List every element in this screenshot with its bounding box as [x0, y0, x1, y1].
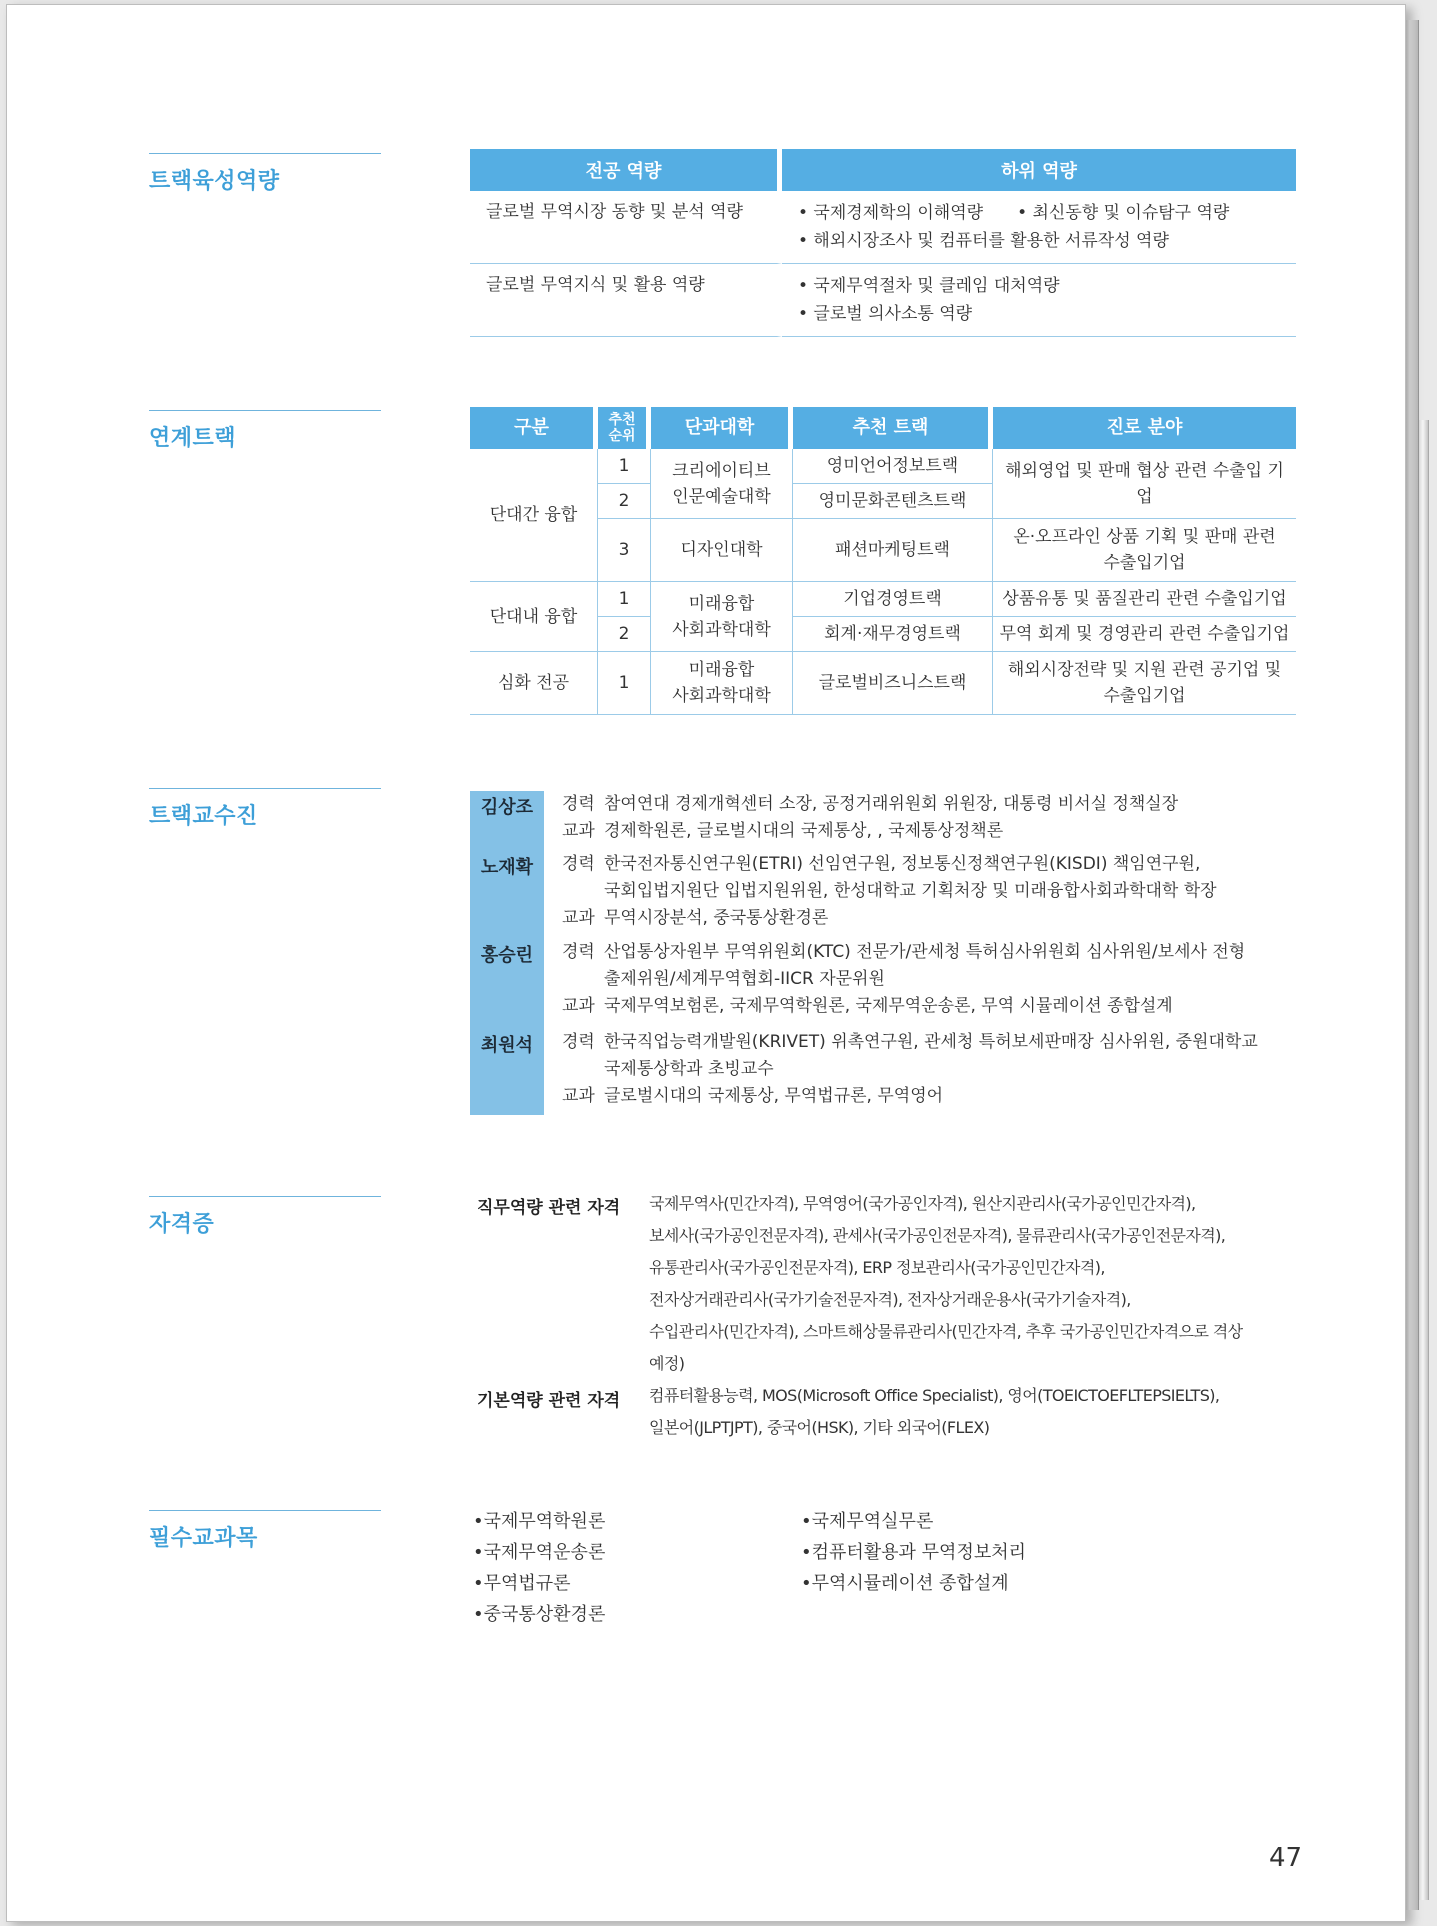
faculty-career-cont: 출제위원/세계무역협회-IICR 자문위원: [604, 969, 885, 989]
table-row: [470, 582, 1296, 617]
faculty-career: 참여연대 경제개혁센터 소장, 공정거래위원회 위원장, 대통령 비서실 정책실장: [604, 794, 1179, 814]
faculty-courses: 경제학원론, 글로벌시대의 국제통상, , 국제통상정책론: [604, 821, 1004, 841]
header-career: 진로 분야: [993, 407, 1296, 449]
section-title-competency: 트랙육성역량: [149, 153, 381, 195]
sub-competency-item: • 국제무역절차 및 클레임 대처역량: [798, 276, 1060, 296]
faculty-courses: 글로벌시대의 국제통상, 무역법규론, 무역영어: [604, 1086, 944, 1106]
section-title-faculty: 트랙교수진: [149, 788, 381, 830]
cert-line: 전자상거래관리사(국가기술전문자격), 전자상거래운용사(국가기술자격),: [649, 1290, 1131, 1309]
header-category: 구분: [470, 407, 598, 449]
required-courses-right: [801, 1506, 1026, 1599]
career-cell: 해외시장전략 및 지원 관련 공기업 및 수출입기업: [993, 652, 1296, 715]
page-stack-edge: [1418, 420, 1429, 1900]
faculty-courses: 국제무역보험론, 국제무역학원론, 국제무역운송론, 무역 시뮬레이션 종합설계: [604, 996, 1173, 1016]
cert-line: 컴퓨터활용능력, MOS(Microsoft Office Specialist), 영어(TOEICTOEFLTEPSIELTS),: [649, 1386, 1220, 1405]
faculty-name: 홍승린: [480, 945, 534, 966]
career-cell: 해외영업 및 판매 협상 관련 수출입 기업: [993, 449, 1296, 519]
list-item: •무역시뮬레이션 종합설계: [801, 1573, 1009, 1594]
cert-line: 일본어(JLPTJPT), 중국어(HSK), 기타 외국어(FLEX): [649, 1418, 990, 1437]
header-rank: 추천 순위: [598, 407, 651, 449]
sub-competency-item: • 최신동향 및 이슈탐구 역량: [1017, 203, 1230, 223]
page-curl-edge: [1404, 20, 1419, 1910]
table-row: [470, 652, 1296, 715]
list-item: •컴퓨터활용과 무역정보처리: [801, 1542, 1026, 1563]
major-competency-cell: 글로벌 무역시장 동향 및 분석 역량: [470, 191, 782, 264]
track-cell: 영미언어정보트랙: [793, 449, 993, 484]
sub-competency-cell: [782, 191, 1296, 264]
faculty-course-tag: 교과: [562, 908, 595, 928]
rank-cell: 2: [598, 484, 651, 519]
faculty-career-tag: 경력: [562, 942, 595, 962]
list-item: •무역법규론: [473, 1573, 571, 1594]
section-title-linked-track: 연계트랙: [149, 410, 381, 452]
college-cell: 미래융합 사회과학대학: [651, 652, 793, 715]
faculty-name: 김상조: [480, 797, 534, 818]
category-cell: 단대내 융합: [470, 582, 598, 652]
section-title-certificates: 자격증: [149, 1196, 381, 1238]
track-cell: 영미문화콘텐츠트랙: [793, 484, 993, 519]
faculty-career: 한국직업능력개발원(KRIVET) 위촉연구원, 관세청 특허보세판매장 심사위원, 중원대학교: [604, 1032, 1258, 1052]
table-row: [470, 449, 1296, 484]
table-row: [470, 191, 1296, 264]
category-cell: 심화 전공: [470, 652, 598, 715]
faculty-career: 한국전자통신연구원(ETRI) 선임연구원, 정보통신정책연구원(KISDI) 책임연구원,: [604, 854, 1201, 874]
cert-line: 유통관리사(국가공인전문자격), ERP 정보관리사(국가공인민간자격),: [649, 1258, 1105, 1277]
track-cell: 패션마케팅트랙: [793, 519, 993, 582]
career-cell: 상품유통 및 품질관리 관련 수출입기업: [993, 582, 1296, 617]
track-cell: 글로벌비즈니스트랙: [793, 652, 993, 715]
sub-competency-item: • 해외시장조사 및 컴퓨터를 활용한 서류작성 역량: [798, 231, 1169, 251]
required-courses-left: [473, 1506, 605, 1630]
faculty-name: 최원석: [480, 1035, 534, 1056]
basic-cert-label: 기본역량 관련 자격: [477, 1391, 621, 1411]
table-row: [470, 264, 1296, 337]
category-cell: 단대간 융합: [470, 449, 598, 582]
faculty-career-tag: 경력: [562, 794, 595, 814]
faculty-career-cont: 국회입법지원단 입법지원위원, 한성대학교 기획처장 및 미래융합사회과학대학 학장: [604, 881, 1217, 901]
rank-cell: 3: [598, 519, 651, 582]
list-item: •국제무역학원론: [473, 1511, 606, 1532]
header-track: 추천 트랙: [793, 407, 993, 449]
faculty-career-tag: 경력: [562, 854, 595, 874]
faculty-career: 산업통상자원부 무역위원회(KTC) 전문가/관세청 특허심사위원회 심사위원/보세사 전형: [604, 942, 1246, 962]
faculty-course-tag: 교과: [562, 821, 595, 841]
track-cell: 기업경영트랙: [793, 582, 993, 617]
competency-table: [470, 149, 1296, 337]
header-sub-competency: 하위 역량: [782, 149, 1296, 191]
faculty-career-tag: 경력: [562, 1032, 595, 1052]
rank-cell: 1: [598, 582, 651, 617]
sub-competency-item: • 글로벌 의사소통 역량: [798, 304, 973, 324]
job-cert-label: 직무역량 관련 자격: [477, 1198, 621, 1218]
faculty-career-cont: 국제통상학과 초빙교수: [604, 1059, 774, 1079]
faculty-course-tag: 교과: [562, 1086, 595, 1106]
faculty-course-tag: 교과: [562, 996, 595, 1016]
rank-cell: 1: [598, 449, 651, 484]
header-college: 단과대학: [651, 407, 793, 449]
college-cell: 크리에이티브 인문예술대학: [651, 449, 793, 519]
page-number: 47: [1269, 1843, 1303, 1873]
cert-line: 국제무역사(민간자격), 무역영어(국가공인자격), 원산지관리사(국가공인민간자격),: [649, 1194, 1196, 1213]
faculty-name: 노재확: [480, 857, 534, 878]
cert-line: 예정): [649, 1354, 685, 1373]
sub-competency-item: • 국제경제학의 이해역량: [798, 203, 984, 223]
track-cell: 회계·재무경영트랙: [793, 617, 993, 652]
document-page: [6, 4, 1406, 1922]
major-competency-cell: 글로벌 무역지식 및 활용 역량: [470, 264, 782, 337]
list-item: •중국통상환경론: [473, 1604, 606, 1625]
cert-line: 보세사(국가공인전문자격), 관세사(국가공인전문자격), 물류관리사(국가공인전문자격),: [649, 1226, 1226, 1245]
basic-cert-list: [649, 1380, 1289, 1444]
college-cell: 디자인대학: [651, 519, 793, 582]
rank-cell: 1: [598, 652, 651, 715]
section-title-required-courses: 필수교과목: [149, 1510, 381, 1552]
header-major-competency: 전공 역량: [470, 149, 782, 191]
sub-competency-cell: [782, 264, 1296, 337]
career-cell: 온·오프라인 상품 기획 및 판매 관련 수출입기업: [993, 519, 1296, 582]
linked-track-table: [470, 407, 1296, 715]
college-cell: 미래융합 사회과학대학: [651, 582, 793, 652]
job-cert-list: [649, 1188, 1289, 1380]
cert-line: 수입관리사(민간자격), 스마트해상물류관리사(민간자격, 추후 국가공인민간자격으로 격상: [649, 1322, 1243, 1341]
list-item: •국제무역운송론: [473, 1542, 606, 1563]
career-cell: 무역 회계 및 경영관리 관련 수출입기업: [993, 617, 1296, 652]
faculty-courses: 무역시장분석, 중국통상환경론: [604, 908, 829, 928]
list-item: •국제무역실무론: [801, 1511, 934, 1532]
rank-cell: 2: [598, 617, 651, 652]
